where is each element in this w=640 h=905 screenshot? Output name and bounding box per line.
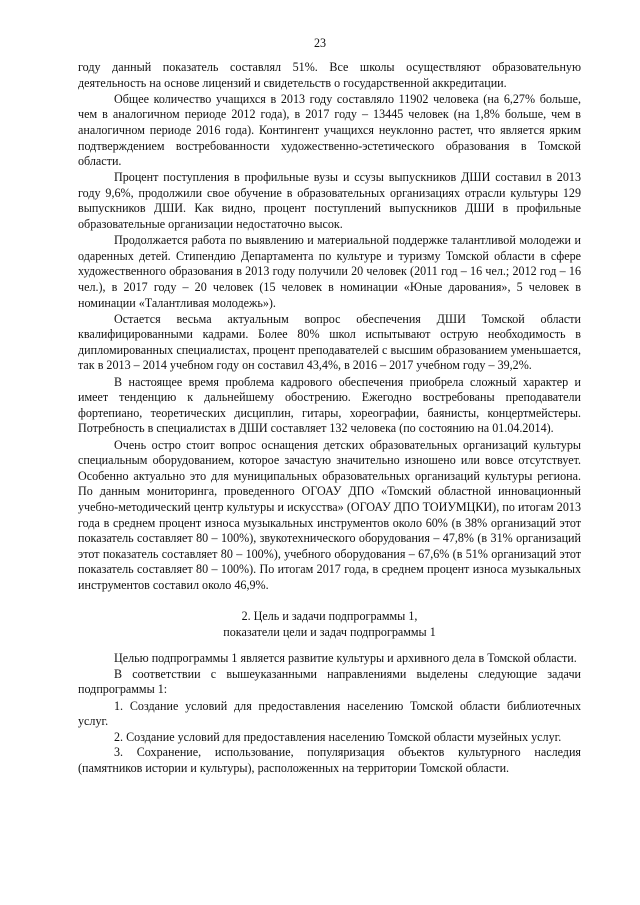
paragraph-staffing-problem: В настоящее время проблема кадрового обеспечения приобрела сложный характер и имеет тенденцию к дальнейшему обострению. Ежегодно востребованы преподаватели фортепиано, теоретических дисциплин, гитары, хореографии, баянисты, концертмейстеры. Потребность в специалистах в ДШИ составляет 132 человека (по состоянию на 01.04.2014). [78,374,581,436]
document-body [78,60,581,777]
page-number: 23 [313,36,327,50]
task-item: 3. Сохранение, использование, популяризация объектов культурного наследия (памятников истории и культуры), расположенных на территории Томской области. [78,745,581,775]
paragraph-tasks-intro: В соответствии с вышеуказанными направлениями выделены следующие задачи подпрограммы 1: [78,666,581,697]
paragraph-equipment: Очень остро стоит вопрос оснащения детских образовательных организаций культуры специальным оборудованием, которое зачастую значительно изношено или вовсе отсутствует. Особенно актуально это для муниципальных образовательных организаций культуры региона. По данным мониторинга, проведенного ОГОАУ ДПО «Томский областной инновационный учебно-методический центр культуры и искусства» (ОГОАУ ДПО ТОИУМЦКИ), по итогам 2013 года в среднем процент износа музыкальных инструментов около 60% (в 38% организаций этот показатель составляет 80 – 100%), звукотехнического оборудования – 47,8% (в 31% организаций этот показатель составляет 80 – 100%), учебного оборудования – 67,6% (в 51% организаций этот показатель составляет 80 – 100%). По итогам 2017 года, в среднем процент износа музыкальных инструментов составил около 46,9%. [78,437,581,592]
paragraph-admission-rate: Процент поступления в профильные вузы и ссузы выпускников ДШИ составил в 2013 году 9,6%, продолжили свое обучение в образовательных организациях отрасли культуры 129 выпускников ДШИ. Как видно, процент поступлений выпускников ДШИ в профильные образовательные организации недостаточно высок. [78,170,581,232]
task-item: 2. Создание условий для предоставления населению Томской области музейных услуг. [114,729,562,744]
paragraph-continuation: году данный показатель составлял 51%. Все школы осуществляют образовательную деятельность на основе лицензий и свидетельств о государственной аккредитации. [78,60,581,90]
paragraph-goal: Целью подпрограммы 1 является развитие культуры и архивного дела в Томской области. [114,650,577,665]
section-heading [78,609,581,640]
task-item: 1. Создание условий для предоставления населению Томской области библиотечных услуг. [78,698,581,729]
section-heading-line-1: 2. Цель и задачи подпрограммы 1, [241,609,418,624]
paragraph-talent-support: Продолжается работа по выявлению и материальной поддержке талантливой молодежи и одаренных детей. Стипендию Департамента по культуре и туризму Томской области в сфере художественного образования в 2013 году получили 20 человек (2011 год – 16 чел.; 2012 год – 16 чел.), в 2017 году – 20 человек (15 человек в номинации «Юные дарования», 5 человек в номинации «Талантливая молодежь»). [78,233,581,310]
section-heading-line-2: показатели цели и задач подпрограммы 1 [223,625,436,640]
paragraph-student-count: Общее количество учащихся в 2013 году составляло 11902 человека (на 6,27% больше, чем в аналогичном периоде 2012 года), в 2017 году – 13445 человек (на 1,8% больше, чем в аналогичном периоде 2016 года). Контингент учащихся неуклонно растет, что является ярким подтверждением востребованности художественно-эстетического образования в Томской области. [78,91,581,169]
paragraph-staffing: Остается весьма актуальным вопрос обеспечения ДШИ Томской области квалифицированными кадрами. Более 80% школ испытывают острую необходимость в дипломированных специалистах, процент преподавателей с высшим образованием уменьшается, так в 2013 – 2014 учебном году он составил 43,4%, в 2016 – 2017 учебном году – 39,2%. [78,311,581,373]
